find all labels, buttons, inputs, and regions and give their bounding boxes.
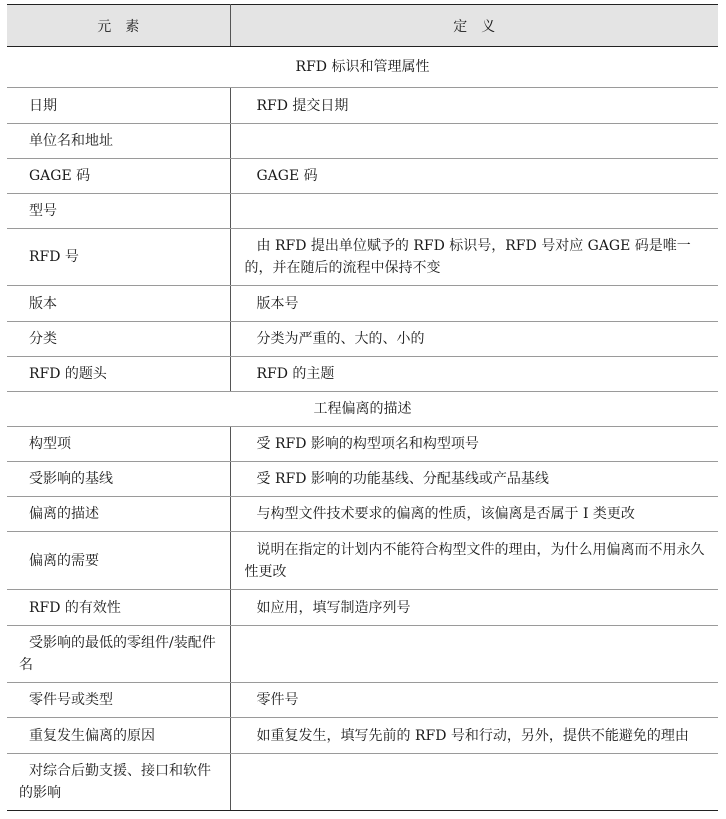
element-cell: 对综合后勤支援、接口和软件的影响 xyxy=(7,754,230,811)
element-cell: 型号 xyxy=(7,194,230,229)
table-row xyxy=(7,159,718,194)
element-cell: 日期 xyxy=(7,88,230,124)
table-row xyxy=(7,590,718,626)
column-header-definition: 定 义 xyxy=(230,5,718,47)
table-row xyxy=(7,718,718,754)
definition-cell: 如重复发生，填写先前的 RFD 号和行动，另外，提供不能避免的理由 xyxy=(230,718,718,754)
table-row xyxy=(7,124,718,159)
table-row xyxy=(7,532,718,590)
definition-cell: 分类为严重的、大的、小的 xyxy=(230,322,718,357)
table-row xyxy=(7,357,718,392)
table-row xyxy=(7,462,718,497)
section-title: 工程偏离的描述 xyxy=(7,392,718,427)
table-row xyxy=(7,286,718,322)
table-row xyxy=(7,229,718,286)
table-row xyxy=(7,683,718,718)
definition-cell: GAGE 码 xyxy=(230,159,718,194)
table-row xyxy=(7,754,718,811)
column-header-element: 元 素 xyxy=(7,5,230,47)
element-cell: RFD 号 xyxy=(7,229,230,286)
rfd-data-elements-table xyxy=(7,4,718,811)
definition-cell: 说明在指定的计划内不能符合构型文件的理由，为什么用偏离而不用永久性更改 xyxy=(230,532,718,590)
element-cell: 零件号或类型 xyxy=(7,683,230,718)
definition-cell xyxy=(230,626,718,683)
element-cell: 版本 xyxy=(7,286,230,322)
definition-cell: RFD 提交日期 xyxy=(230,88,718,124)
element-cell: 偏离的需要 xyxy=(7,532,230,590)
table-row xyxy=(7,322,718,357)
element-cell: 受影响的最低的零组件/装配件名 xyxy=(7,626,230,683)
definition-cell: 版本号 xyxy=(230,286,718,322)
table-row xyxy=(7,88,718,124)
element-cell: 构型项 xyxy=(7,427,230,462)
table-row xyxy=(7,194,718,229)
element-cell: RFD 的有效性 xyxy=(7,590,230,626)
definition-cell: 如应用，填写制造序列号 xyxy=(230,590,718,626)
element-cell: GAGE 码 xyxy=(7,159,230,194)
definition-cell xyxy=(230,194,718,229)
table-row xyxy=(7,427,718,462)
element-cell: RFD 的题头 xyxy=(7,357,230,392)
table-body xyxy=(7,47,718,811)
definition-cell: RFD 的主题 xyxy=(230,357,718,392)
element-cell: 分类 xyxy=(7,322,230,357)
element-cell: 受影响的基线 xyxy=(7,462,230,497)
definition-cell: 受 RFD 影响的功能基线、分配基线或产品基线 xyxy=(230,462,718,497)
section-title: RFD 标识和管理属性 xyxy=(7,47,718,88)
definition-cell xyxy=(230,754,718,811)
section-row xyxy=(7,47,718,88)
table-header xyxy=(7,5,718,47)
element-cell: 重复发生偏离的原因 xyxy=(7,718,230,754)
definition-cell: 零件号 xyxy=(230,683,718,718)
definition-cell: 受 RFD 影响的构型项名和构型项号 xyxy=(230,427,718,462)
section-row xyxy=(7,392,718,427)
element-cell: 单位名和地址 xyxy=(7,124,230,159)
definition-cell xyxy=(230,124,718,159)
table-row xyxy=(7,497,718,532)
definition-cell: 与构型文件技术要求的偏离的性质，该偏离是否属于 Ⅰ 类更改 xyxy=(230,497,718,532)
element-cell: 偏离的描述 xyxy=(7,497,230,532)
table-row xyxy=(7,626,718,683)
definition-cell: 由 RFD 提出单位赋予的 RFD 标识号，RFD 号对应 GAGE 码是唯一的，并在随后的流程中保持不变 xyxy=(230,229,718,286)
